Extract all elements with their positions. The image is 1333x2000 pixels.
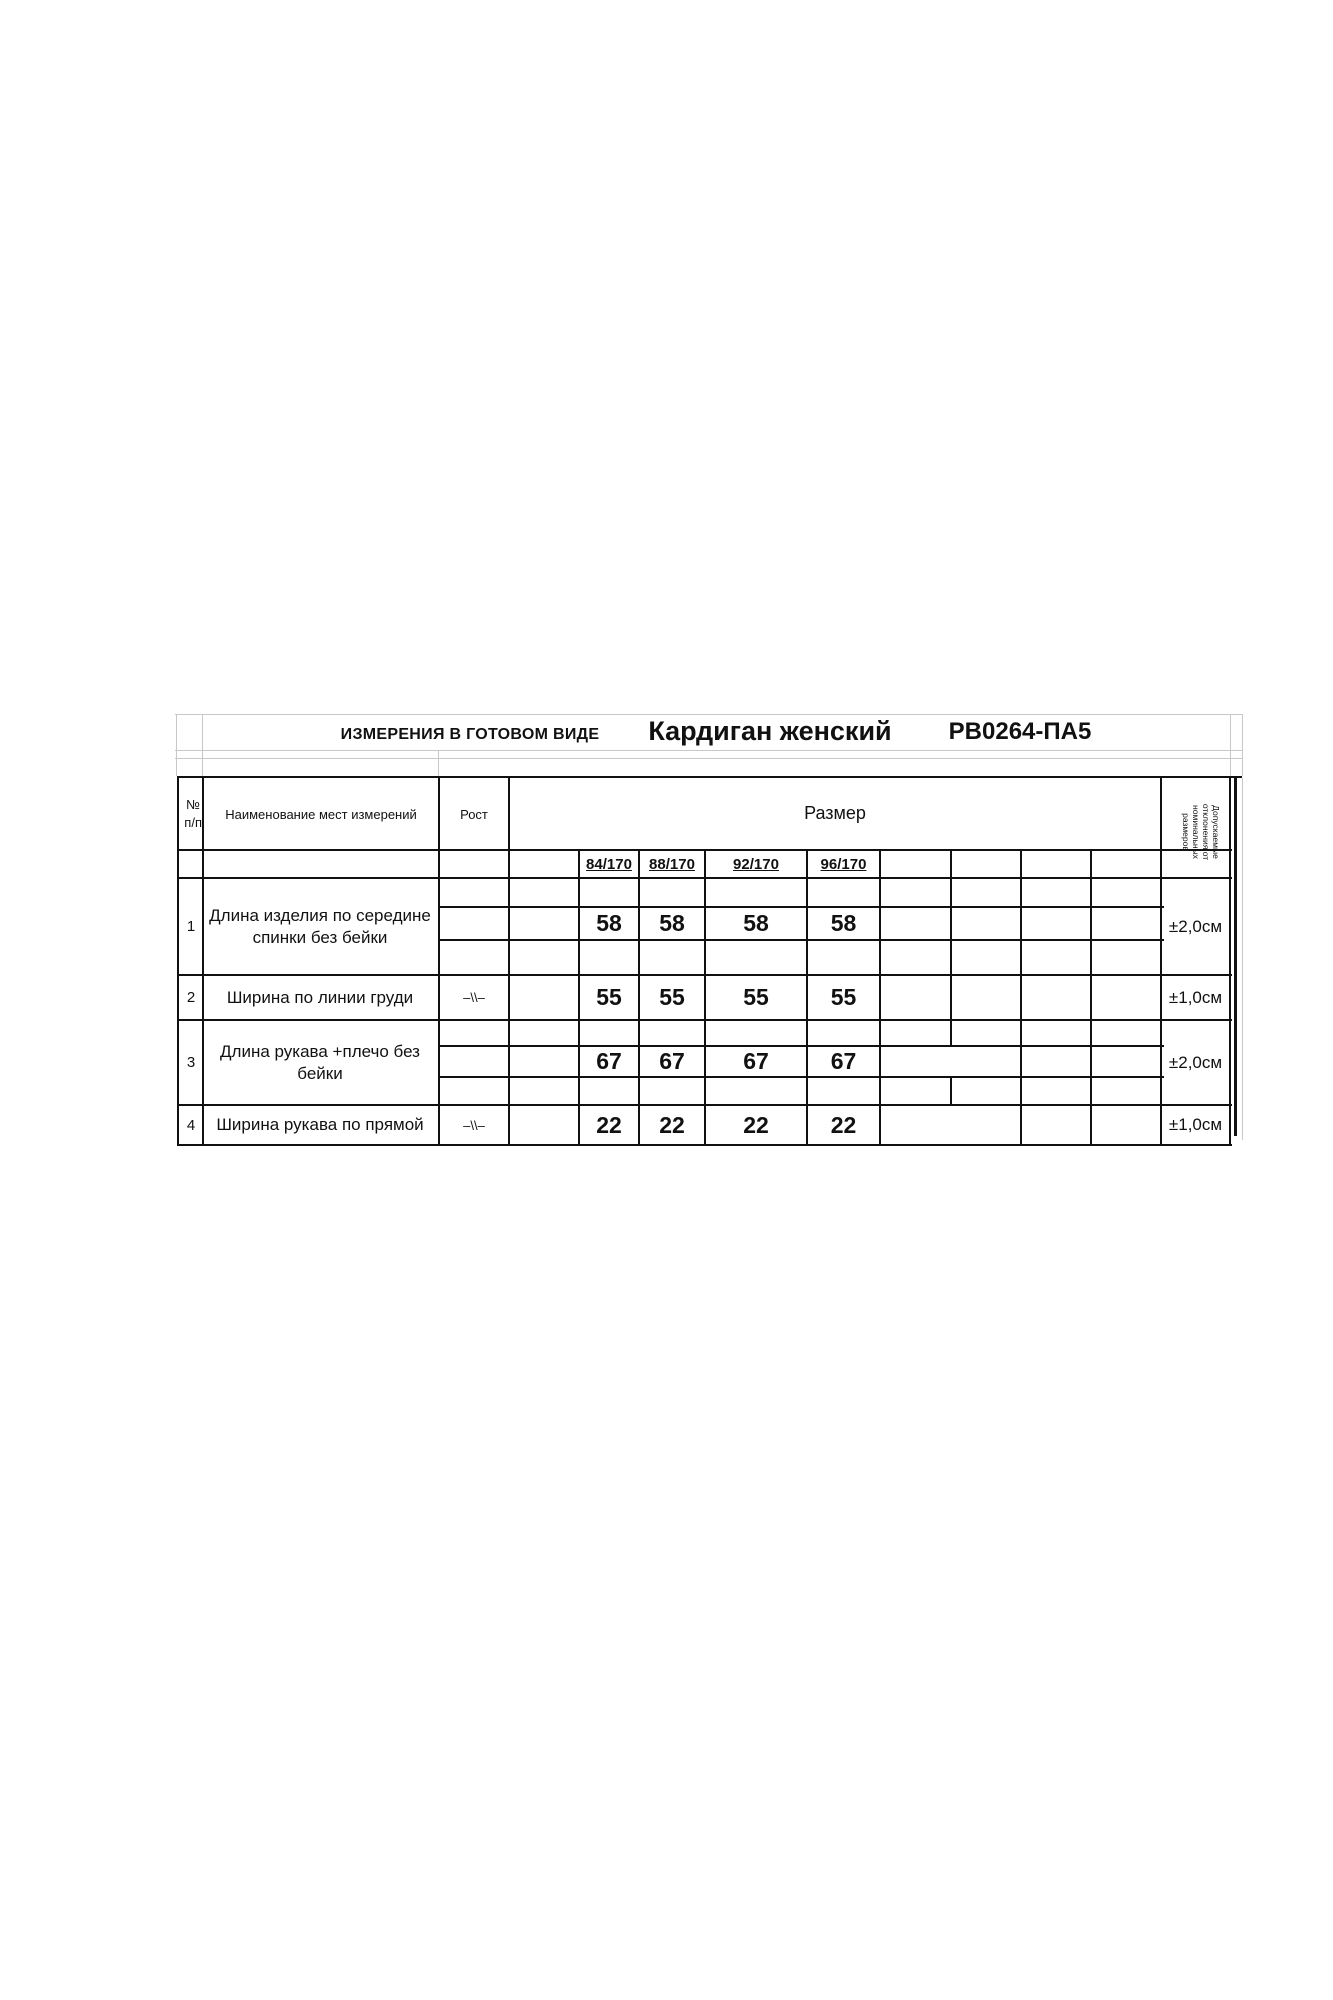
size-label: 96/170 — [820, 855, 867, 873]
row-name: Длина изделия по середине спинки без бейки — [209, 905, 431, 947]
table-border — [508, 776, 510, 1146]
row-divider — [438, 1076, 1164, 1078]
table-border — [1020, 849, 1022, 1146]
grid-line — [202, 714, 203, 776]
measurement-value: 22 — [743, 1111, 769, 1138]
height-ditto: –\\– — [463, 1117, 485, 1133]
measurement-value: 55 — [659, 984, 685, 1010]
size-label: 88/170 — [649, 855, 695, 873]
column-height-header: Рост — [460, 806, 488, 822]
table-border — [177, 776, 179, 1146]
table-border — [879, 849, 881, 1146]
table-border — [950, 1076, 952, 1104]
measurement-value: 58 — [743, 910, 769, 936]
table-border — [438, 776, 440, 1146]
size-label: 92/170 — [733, 855, 779, 873]
column-num-header: № п/п — [184, 797, 202, 830]
measurement-value: 58 — [659, 910, 685, 936]
table-border — [177, 776, 1242, 778]
row-divider — [438, 939, 1164, 941]
tolerance-value: ±1,0см — [1168, 1115, 1223, 1134]
column-tolerance-header: Допускаемые отклонения от номинальных размеров — [1181, 803, 1222, 861]
table-border — [950, 849, 952, 1045]
row-number: 4 — [186, 1116, 196, 1134]
measurement-value: 67 — [659, 1048, 685, 1074]
grid-line — [176, 714, 177, 776]
measurement-value: 55 — [830, 984, 857, 1010]
measurement-value: 58 — [596, 910, 622, 936]
measurement-value: 22 — [596, 1111, 622, 1138]
row-name: Длина рукава +плечо без бейки — [220, 1041, 420, 1083]
grid-line — [175, 750, 1243, 751]
height-ditto: –\\– — [463, 990, 485, 1005]
measurement-value: 67 — [596, 1048, 622, 1074]
measurement-value: 67 — [743, 1048, 769, 1074]
grid-line — [1242, 778, 1243, 1140]
column-size-header: Размер — [804, 802, 866, 823]
measurement-value: 55 — [596, 984, 622, 1010]
row-number: 2 — [186, 989, 196, 1006]
measurement-value: 22 — [830, 1111, 857, 1138]
tolerance-value: ±1,0см — [1168, 987, 1223, 1007]
grid-line — [1242, 714, 1243, 776]
row-name: Ширина рукава по прямой — [216, 1115, 424, 1134]
row-number: 3 — [186, 1054, 196, 1071]
grid-line — [1230, 714, 1231, 776]
sheet-caption: ИЗМЕРЕНИЯ В ГОТОВОМ ВИДЕ — [340, 726, 600, 743]
row-number: 1 — [186, 918, 196, 935]
size-label: 84/170 — [586, 855, 632, 873]
column-name-header: Наименование мест измерений — [225, 806, 417, 822]
tolerance-value: ±2,0см — [1168, 916, 1223, 936]
table-border — [1090, 849, 1092, 1146]
row-name: Ширина по линии груди — [226, 987, 414, 1007]
measurement-value: 67 — [830, 1048, 857, 1074]
product-code: РВ0264-ПА5 — [948, 718, 1092, 745]
measurement-value: 22 — [659, 1111, 685, 1138]
grid-line — [438, 750, 439, 776]
measurement-value: 58 — [830, 910, 857, 936]
measurement-value: 55 — [743, 984, 769, 1010]
product-title: Кардиган женский — [648, 715, 892, 746]
table-border — [202, 776, 204, 1146]
grid-line — [175, 758, 1243, 759]
tolerance-value: ±2,0см — [1168, 1052, 1223, 1072]
